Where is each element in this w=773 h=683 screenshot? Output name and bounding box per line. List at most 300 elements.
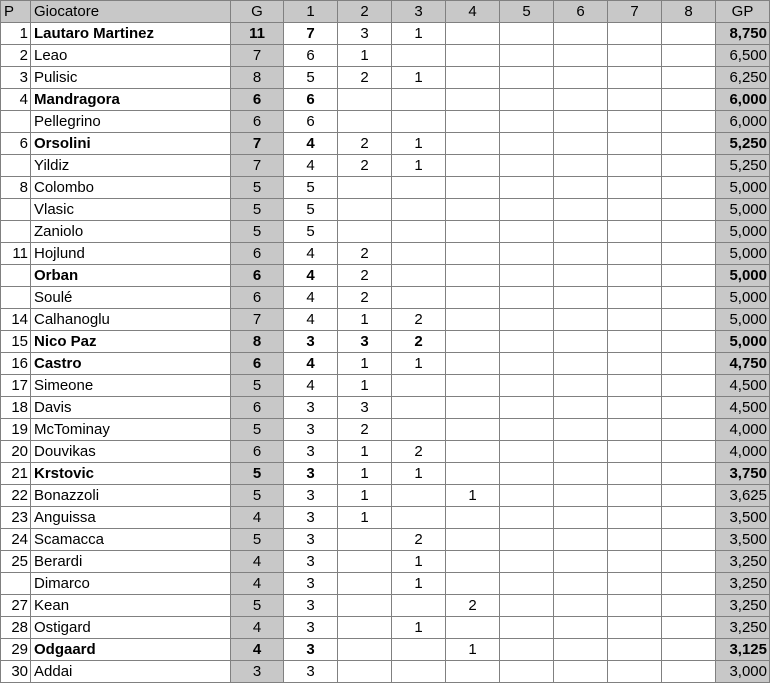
count-cell-6 bbox=[554, 133, 608, 155]
table-row bbox=[1, 45, 770, 67]
table-row bbox=[1, 441, 770, 463]
count-cell-4 bbox=[446, 331, 500, 353]
table-row bbox=[1, 309, 770, 331]
count-cell-6 bbox=[554, 243, 608, 265]
games-cell: 6 bbox=[231, 287, 284, 309]
count-cell-1: 6 bbox=[284, 111, 338, 133]
games-cell: 11 bbox=[231, 23, 284, 45]
count-cell-1: 3 bbox=[284, 485, 338, 507]
count-cell-2: 1 bbox=[338, 463, 392, 485]
games-cell: 7 bbox=[231, 309, 284, 331]
gp-cell: 6,500 bbox=[716, 45, 770, 67]
count-cell-7 bbox=[608, 199, 662, 221]
count-cell-6 bbox=[554, 419, 608, 441]
count-cell-6 bbox=[554, 661, 608, 683]
position-cell bbox=[1, 221, 31, 243]
player-name-cell: Calhanoglu bbox=[31, 309, 231, 331]
count-cell-4 bbox=[446, 133, 500, 155]
count-cell-5 bbox=[500, 331, 554, 353]
count-cell-6 bbox=[554, 375, 608, 397]
table-body bbox=[1, 23, 770, 683]
count-cell-7 bbox=[608, 573, 662, 595]
count-cell-2 bbox=[338, 199, 392, 221]
count-cell-2: 2 bbox=[338, 265, 392, 287]
count-cell-4 bbox=[446, 375, 500, 397]
header-row bbox=[1, 1, 770, 23]
gp-cell: 5,000 bbox=[716, 243, 770, 265]
count-cell-8 bbox=[662, 595, 716, 617]
count-cell-3 bbox=[392, 661, 446, 683]
position-cell: 18 bbox=[1, 397, 31, 419]
count-cell-1: 6 bbox=[284, 45, 338, 67]
position-cell: 29 bbox=[1, 639, 31, 661]
count-cell-3 bbox=[392, 221, 446, 243]
count-cell-3: 1 bbox=[392, 133, 446, 155]
count-cell-6 bbox=[554, 441, 608, 463]
count-cell-3: 1 bbox=[392, 463, 446, 485]
player-name-cell: Nico Paz bbox=[31, 331, 231, 353]
gp-cell: 3,500 bbox=[716, 529, 770, 551]
count-cell-3 bbox=[392, 375, 446, 397]
count-cell-1: 4 bbox=[284, 243, 338, 265]
gp-cell: 4,500 bbox=[716, 375, 770, 397]
count-cell-7 bbox=[608, 331, 662, 353]
count-cell-6 bbox=[554, 199, 608, 221]
games-cell: 6 bbox=[231, 89, 284, 111]
games-cell: 5 bbox=[231, 199, 284, 221]
table-row bbox=[1, 111, 770, 133]
count-cell-4 bbox=[446, 551, 500, 573]
header-4: 4 bbox=[446, 1, 500, 23]
count-cell-5 bbox=[500, 199, 554, 221]
table-row bbox=[1, 67, 770, 89]
player-name-cell: Vlasic bbox=[31, 199, 231, 221]
count-cell-7 bbox=[608, 287, 662, 309]
count-cell-7 bbox=[608, 529, 662, 551]
count-cell-5 bbox=[500, 595, 554, 617]
gp-cell: 5,000 bbox=[716, 199, 770, 221]
count-cell-1: 3 bbox=[284, 661, 338, 683]
player-name-cell: Anguissa bbox=[31, 507, 231, 529]
count-cell-5 bbox=[500, 375, 554, 397]
count-cell-2: 2 bbox=[338, 67, 392, 89]
games-cell: 7 bbox=[231, 133, 284, 155]
games-cell: 5 bbox=[231, 463, 284, 485]
table-row bbox=[1, 573, 770, 595]
count-cell-1: 6 bbox=[284, 89, 338, 111]
player-name-cell: Ostigard bbox=[31, 617, 231, 639]
count-cell-7 bbox=[608, 551, 662, 573]
count-cell-4 bbox=[446, 661, 500, 683]
count-cell-6 bbox=[554, 287, 608, 309]
player-name-cell: Orsolini bbox=[31, 133, 231, 155]
count-cell-5 bbox=[500, 353, 554, 375]
count-cell-2 bbox=[338, 595, 392, 617]
gp-cell: 5,000 bbox=[716, 265, 770, 287]
count-cell-6 bbox=[554, 353, 608, 375]
header-5: 5 bbox=[500, 1, 554, 23]
count-cell-8 bbox=[662, 353, 716, 375]
count-cell-2: 1 bbox=[338, 353, 392, 375]
count-cell-3 bbox=[392, 45, 446, 67]
gp-cell: 5,000 bbox=[716, 177, 770, 199]
count-cell-7 bbox=[608, 45, 662, 67]
count-cell-8 bbox=[662, 45, 716, 67]
table-row bbox=[1, 507, 770, 529]
count-cell-8 bbox=[662, 419, 716, 441]
games-cell: 5 bbox=[231, 419, 284, 441]
games-cell: 6 bbox=[231, 111, 284, 133]
count-cell-8 bbox=[662, 507, 716, 529]
count-cell-2 bbox=[338, 529, 392, 551]
gp-cell: 4,000 bbox=[716, 419, 770, 441]
player-name-cell: Addai bbox=[31, 661, 231, 683]
position-cell: 11 bbox=[1, 243, 31, 265]
table-row bbox=[1, 639, 770, 661]
count-cell-3: 1 bbox=[392, 353, 446, 375]
player-name-cell: Kean bbox=[31, 595, 231, 617]
gp-cell: 3,250 bbox=[716, 573, 770, 595]
count-cell-3: 2 bbox=[392, 529, 446, 551]
header-7: 7 bbox=[608, 1, 662, 23]
player-name-cell: Hojlund bbox=[31, 243, 231, 265]
gp-cell: 3,500 bbox=[716, 507, 770, 529]
gp-cell: 5,000 bbox=[716, 287, 770, 309]
player-name-cell: Soulé bbox=[31, 287, 231, 309]
count-cell-7 bbox=[608, 23, 662, 45]
count-cell-4: 1 bbox=[446, 639, 500, 661]
count-cell-8 bbox=[662, 243, 716, 265]
player-name-cell: Pellegrino bbox=[31, 111, 231, 133]
count-cell-2 bbox=[338, 551, 392, 573]
header-1: 1 bbox=[284, 1, 338, 23]
games-cell: 8 bbox=[231, 67, 284, 89]
count-cell-2 bbox=[338, 221, 392, 243]
count-cell-3 bbox=[392, 507, 446, 529]
count-cell-3: 1 bbox=[392, 551, 446, 573]
table-row bbox=[1, 331, 770, 353]
position-cell: 14 bbox=[1, 309, 31, 331]
position-cell bbox=[1, 573, 31, 595]
count-cell-8 bbox=[662, 661, 716, 683]
count-cell-8 bbox=[662, 331, 716, 353]
position-cell: 16 bbox=[1, 353, 31, 375]
count-cell-7 bbox=[608, 441, 662, 463]
count-cell-8 bbox=[662, 463, 716, 485]
table-row bbox=[1, 485, 770, 507]
table-row bbox=[1, 551, 770, 573]
count-cell-2: 3 bbox=[338, 331, 392, 353]
table-row bbox=[1, 89, 770, 111]
games-cell: 7 bbox=[231, 155, 284, 177]
count-cell-8 bbox=[662, 155, 716, 177]
count-cell-5 bbox=[500, 67, 554, 89]
count-cell-3: 1 bbox=[392, 617, 446, 639]
count-cell-1: 3 bbox=[284, 551, 338, 573]
count-cell-5 bbox=[500, 551, 554, 573]
count-cell-6 bbox=[554, 617, 608, 639]
count-cell-6 bbox=[554, 529, 608, 551]
player-name-cell: Lautaro Martinez bbox=[31, 23, 231, 45]
table-row bbox=[1, 529, 770, 551]
gp-cell: 5,000 bbox=[716, 331, 770, 353]
position-cell bbox=[1, 265, 31, 287]
count-cell-7 bbox=[608, 243, 662, 265]
table-row bbox=[1, 221, 770, 243]
count-cell-3 bbox=[392, 595, 446, 617]
count-cell-8 bbox=[662, 529, 716, 551]
player-name-cell: Pulisic bbox=[31, 67, 231, 89]
count-cell-6 bbox=[554, 177, 608, 199]
count-cell-3 bbox=[392, 287, 446, 309]
count-cell-4 bbox=[446, 287, 500, 309]
table-row bbox=[1, 199, 770, 221]
count-cell-4 bbox=[446, 507, 500, 529]
player-name-cell: Simeone bbox=[31, 375, 231, 397]
count-cell-7 bbox=[608, 177, 662, 199]
games-cell: 5 bbox=[231, 595, 284, 617]
gp-cell: 3,125 bbox=[716, 639, 770, 661]
count-cell-1: 3 bbox=[284, 617, 338, 639]
count-cell-1: 5 bbox=[284, 177, 338, 199]
count-cell-8 bbox=[662, 287, 716, 309]
count-cell-1: 3 bbox=[284, 507, 338, 529]
count-cell-8 bbox=[662, 309, 716, 331]
count-cell-1: 4 bbox=[284, 133, 338, 155]
count-cell-6 bbox=[554, 507, 608, 529]
header-2: 2 bbox=[338, 1, 392, 23]
header-giocatore: Giocatore bbox=[31, 1, 231, 23]
count-cell-8 bbox=[662, 177, 716, 199]
count-cell-5 bbox=[500, 155, 554, 177]
count-cell-1: 4 bbox=[284, 353, 338, 375]
count-cell-2 bbox=[338, 177, 392, 199]
count-cell-6 bbox=[554, 265, 608, 287]
count-cell-5 bbox=[500, 221, 554, 243]
count-cell-8 bbox=[662, 551, 716, 573]
games-cell: 6 bbox=[231, 243, 284, 265]
table-row bbox=[1, 419, 770, 441]
header-6: 6 bbox=[554, 1, 608, 23]
position-cell: 20 bbox=[1, 441, 31, 463]
count-cell-5 bbox=[500, 89, 554, 111]
games-cell: 5 bbox=[231, 375, 284, 397]
games-cell: 5 bbox=[231, 177, 284, 199]
count-cell-7 bbox=[608, 419, 662, 441]
count-cell-6 bbox=[554, 23, 608, 45]
count-cell-3 bbox=[392, 89, 446, 111]
position-cell: 30 bbox=[1, 661, 31, 683]
player-name-cell: Davis bbox=[31, 397, 231, 419]
player-name-cell: Castro bbox=[31, 353, 231, 375]
count-cell-5 bbox=[500, 111, 554, 133]
count-cell-1: 3 bbox=[284, 573, 338, 595]
count-cell-2 bbox=[338, 573, 392, 595]
count-cell-1: 3 bbox=[284, 441, 338, 463]
count-cell-1: 3 bbox=[284, 331, 338, 353]
count-cell-7 bbox=[608, 155, 662, 177]
count-cell-4 bbox=[446, 177, 500, 199]
table-row bbox=[1, 397, 770, 419]
player-name-cell: Orban bbox=[31, 265, 231, 287]
count-cell-5 bbox=[500, 23, 554, 45]
count-cell-7 bbox=[608, 111, 662, 133]
count-cell-7 bbox=[608, 309, 662, 331]
position-cell: 23 bbox=[1, 507, 31, 529]
count-cell-4 bbox=[446, 617, 500, 639]
count-cell-4 bbox=[446, 463, 500, 485]
table-row bbox=[1, 243, 770, 265]
count-cell-2: 1 bbox=[338, 441, 392, 463]
count-cell-2: 1 bbox=[338, 507, 392, 529]
header-p: P bbox=[1, 1, 31, 23]
count-cell-1: 5 bbox=[284, 199, 338, 221]
count-cell-1: 3 bbox=[284, 397, 338, 419]
count-cell-3: 2 bbox=[392, 331, 446, 353]
count-cell-8 bbox=[662, 199, 716, 221]
count-cell-5 bbox=[500, 485, 554, 507]
count-cell-7 bbox=[608, 375, 662, 397]
gp-cell: 4,500 bbox=[716, 397, 770, 419]
count-cell-8 bbox=[662, 441, 716, 463]
gp-cell: 3,250 bbox=[716, 551, 770, 573]
count-cell-4: 2 bbox=[446, 595, 500, 617]
count-cell-2: 2 bbox=[338, 287, 392, 309]
count-cell-2 bbox=[338, 89, 392, 111]
count-cell-7 bbox=[608, 89, 662, 111]
count-cell-4 bbox=[446, 111, 500, 133]
count-cell-4 bbox=[446, 309, 500, 331]
count-cell-4 bbox=[446, 353, 500, 375]
position-cell: 2 bbox=[1, 45, 31, 67]
count-cell-5 bbox=[500, 661, 554, 683]
table-row bbox=[1, 595, 770, 617]
header-8: 8 bbox=[662, 1, 716, 23]
position-cell: 25 bbox=[1, 551, 31, 573]
gp-cell: 3,250 bbox=[716, 595, 770, 617]
count-cell-5 bbox=[500, 309, 554, 331]
count-cell-5 bbox=[500, 419, 554, 441]
table-row bbox=[1, 155, 770, 177]
games-cell: 6 bbox=[231, 441, 284, 463]
count-cell-4 bbox=[446, 221, 500, 243]
count-cell-4 bbox=[446, 89, 500, 111]
count-cell-7 bbox=[608, 265, 662, 287]
table-row bbox=[1, 463, 770, 485]
table-row bbox=[1, 177, 770, 199]
count-cell-8 bbox=[662, 23, 716, 45]
position-cell bbox=[1, 111, 31, 133]
position-cell: 1 bbox=[1, 23, 31, 45]
count-cell-1: 4 bbox=[284, 265, 338, 287]
games-cell: 4 bbox=[231, 573, 284, 595]
player-name-cell: Leao bbox=[31, 45, 231, 67]
table-row bbox=[1, 287, 770, 309]
gp-cell: 5,000 bbox=[716, 221, 770, 243]
count-cell-4 bbox=[446, 199, 500, 221]
count-cell-7 bbox=[608, 353, 662, 375]
count-cell-1: 4 bbox=[284, 155, 338, 177]
count-cell-1: 3 bbox=[284, 419, 338, 441]
player-name-cell: Yildiz bbox=[31, 155, 231, 177]
count-cell-3: 1 bbox=[392, 23, 446, 45]
position-cell: 24 bbox=[1, 529, 31, 551]
count-cell-5 bbox=[500, 463, 554, 485]
header-3: 3 bbox=[392, 1, 446, 23]
position-cell: 21 bbox=[1, 463, 31, 485]
gp-cell: 5,250 bbox=[716, 133, 770, 155]
count-cell-6 bbox=[554, 67, 608, 89]
count-cell-3 bbox=[392, 111, 446, 133]
count-cell-6 bbox=[554, 111, 608, 133]
count-cell-2 bbox=[338, 111, 392, 133]
position-cell: 22 bbox=[1, 485, 31, 507]
count-cell-2: 1 bbox=[338, 309, 392, 331]
player-name-cell: Zaniolo bbox=[31, 221, 231, 243]
position-cell: 15 bbox=[1, 331, 31, 353]
count-cell-3: 1 bbox=[392, 573, 446, 595]
count-cell-7 bbox=[608, 485, 662, 507]
count-cell-1: 4 bbox=[284, 287, 338, 309]
count-cell-6 bbox=[554, 155, 608, 177]
count-cell-4 bbox=[446, 397, 500, 419]
player-name-cell: Scamacca bbox=[31, 529, 231, 551]
count-cell-8 bbox=[662, 111, 716, 133]
games-cell: 4 bbox=[231, 551, 284, 573]
gp-cell: 6,000 bbox=[716, 89, 770, 111]
count-cell-1: 3 bbox=[284, 595, 338, 617]
player-name-cell: Bonazzoli bbox=[31, 485, 231, 507]
count-cell-1: 7 bbox=[284, 23, 338, 45]
count-cell-1: 5 bbox=[284, 67, 338, 89]
count-cell-6 bbox=[554, 573, 608, 595]
gp-cell: 3,625 bbox=[716, 485, 770, 507]
count-cell-3 bbox=[392, 419, 446, 441]
games-cell: 6 bbox=[231, 265, 284, 287]
games-cell: 8 bbox=[231, 331, 284, 353]
count-cell-8 bbox=[662, 485, 716, 507]
count-cell-2: 2 bbox=[338, 243, 392, 265]
position-cell: 19 bbox=[1, 419, 31, 441]
count-cell-8 bbox=[662, 375, 716, 397]
player-name-cell: Dimarco bbox=[31, 573, 231, 595]
count-cell-7 bbox=[608, 397, 662, 419]
position-cell: 8 bbox=[1, 177, 31, 199]
position-cell bbox=[1, 287, 31, 309]
position-cell: 3 bbox=[1, 67, 31, 89]
count-cell-8 bbox=[662, 397, 716, 419]
player-name-cell: Douvikas bbox=[31, 441, 231, 463]
gp-cell: 3,750 bbox=[716, 463, 770, 485]
count-cell-3: 1 bbox=[392, 67, 446, 89]
table-row bbox=[1, 23, 770, 45]
player-name-cell: McTominay bbox=[31, 419, 231, 441]
count-cell-7 bbox=[608, 67, 662, 89]
count-cell-4 bbox=[446, 529, 500, 551]
count-cell-6 bbox=[554, 89, 608, 111]
header-g: G bbox=[231, 1, 284, 23]
count-cell-6 bbox=[554, 309, 608, 331]
count-cell-5 bbox=[500, 573, 554, 595]
count-cell-2: 1 bbox=[338, 375, 392, 397]
count-cell-6 bbox=[554, 331, 608, 353]
count-cell-8 bbox=[662, 89, 716, 111]
count-cell-7 bbox=[608, 507, 662, 529]
count-cell-1: 3 bbox=[284, 529, 338, 551]
count-cell-6 bbox=[554, 45, 608, 67]
table-row bbox=[1, 353, 770, 375]
gp-cell: 8,750 bbox=[716, 23, 770, 45]
